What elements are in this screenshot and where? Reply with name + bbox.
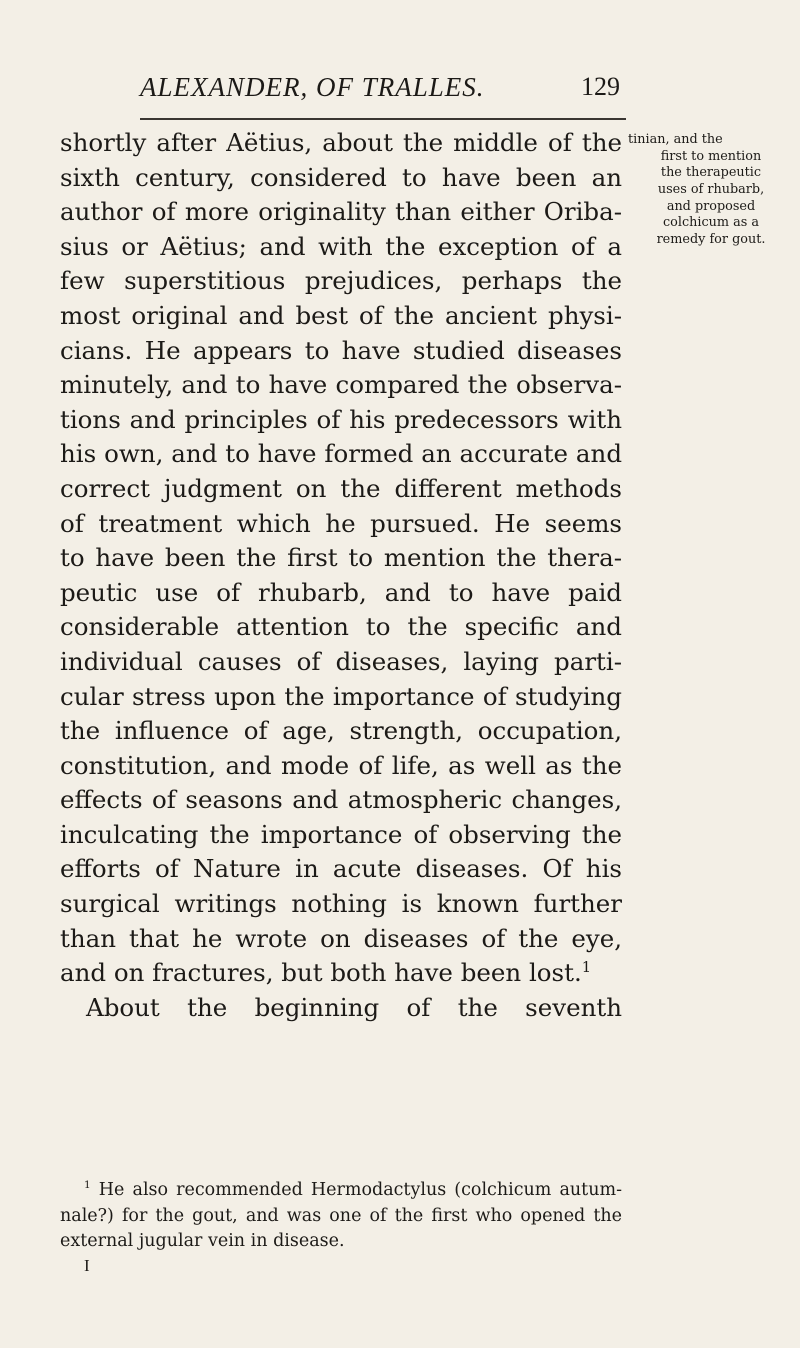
body-line: constitution, and mode of life, as well as the xyxy=(60,750,622,780)
footnote xyxy=(60,1178,622,1255)
body-line: effects of seasons and atmospheric changes, xyxy=(60,785,622,815)
body-line: cians. He appears to have studied diseases xyxy=(60,335,622,365)
body-line: of treatment which he pursued. He seems xyxy=(60,508,622,538)
body-line-text: and on fractures, but both have been lost. xyxy=(60,958,582,988)
marginal-note-line: uses of rhubarb, xyxy=(657,182,765,198)
marginal-note-line: the therapeutic xyxy=(660,165,762,181)
body-line: inculcating the importance of observing the xyxy=(60,819,622,849)
running-head xyxy=(140,72,620,112)
body-line: tions and principles of his predecessors with xyxy=(60,404,622,434)
body-line: sixth century, considered to have been an xyxy=(60,162,622,192)
footnote-marker: 1 xyxy=(84,1179,91,1192)
footnote-text: He also recommended Hermodactylus (colchicum autum- xyxy=(98,1180,622,1200)
body-line: most original and best of the ancient physi- xyxy=(60,300,622,330)
signature-mark: I xyxy=(84,1256,90,1275)
footnote-reference: 1 xyxy=(581,959,592,977)
page-number: 129 xyxy=(581,72,620,101)
body-text xyxy=(60,126,622,1025)
marginal-note-line: first to mention xyxy=(660,148,762,164)
footnote-line xyxy=(60,1178,622,1204)
body-line: shortly after Aëtius, about the middle of the xyxy=(60,128,622,157)
body-line: peutic use of rhubarb, and to have paid xyxy=(60,577,622,607)
marginal-note-line: tinian, and the xyxy=(628,132,723,147)
marginal-note-line: colchicum as a xyxy=(663,215,759,231)
marginal-note-line: and proposed xyxy=(666,198,756,214)
running-title: ALEXANDER, OF TRALLES. xyxy=(140,72,485,102)
body-line: his own, and to have formed an accurate and xyxy=(60,439,622,469)
footnote-line: external jugular vein in disease. xyxy=(60,1231,345,1251)
body-line: surgical writings nothing is known further xyxy=(60,889,622,919)
footnote-line: nale?) for the gout, and was one of the first who opened the xyxy=(60,1205,622,1226)
body-line: than that he wrote on diseases of the eye, xyxy=(60,923,622,953)
body-line: few superstitious prejudices, perhaps the xyxy=(60,266,622,296)
body-line: individual causes of diseases, laying parti- xyxy=(60,646,622,676)
header-rule xyxy=(140,118,626,120)
body-line: to have been the first to mention the thera- xyxy=(60,543,622,573)
body-line: correct judgment on the different methods xyxy=(60,473,622,503)
body-line xyxy=(60,956,622,991)
body-line: the influence of age, strength, occupation, xyxy=(60,716,622,746)
body-line: efforts of Nature in acute diseases. Of his xyxy=(60,854,622,884)
body-line: author of more originality than either Oriba- xyxy=(60,197,622,227)
body-line: considerable attention to the specific and xyxy=(60,612,622,642)
body-line: sius or Aëtius; and with the exception of a xyxy=(60,231,622,261)
body-line: minutely, and to have compared the observa- xyxy=(60,370,622,400)
body-line: cular stress upon the importance of studying xyxy=(60,681,622,711)
body-line: About the beginning of the seventh xyxy=(86,992,622,1022)
marginal-note-line: remedy for gout. xyxy=(656,232,766,248)
marginal-note xyxy=(628,132,794,249)
